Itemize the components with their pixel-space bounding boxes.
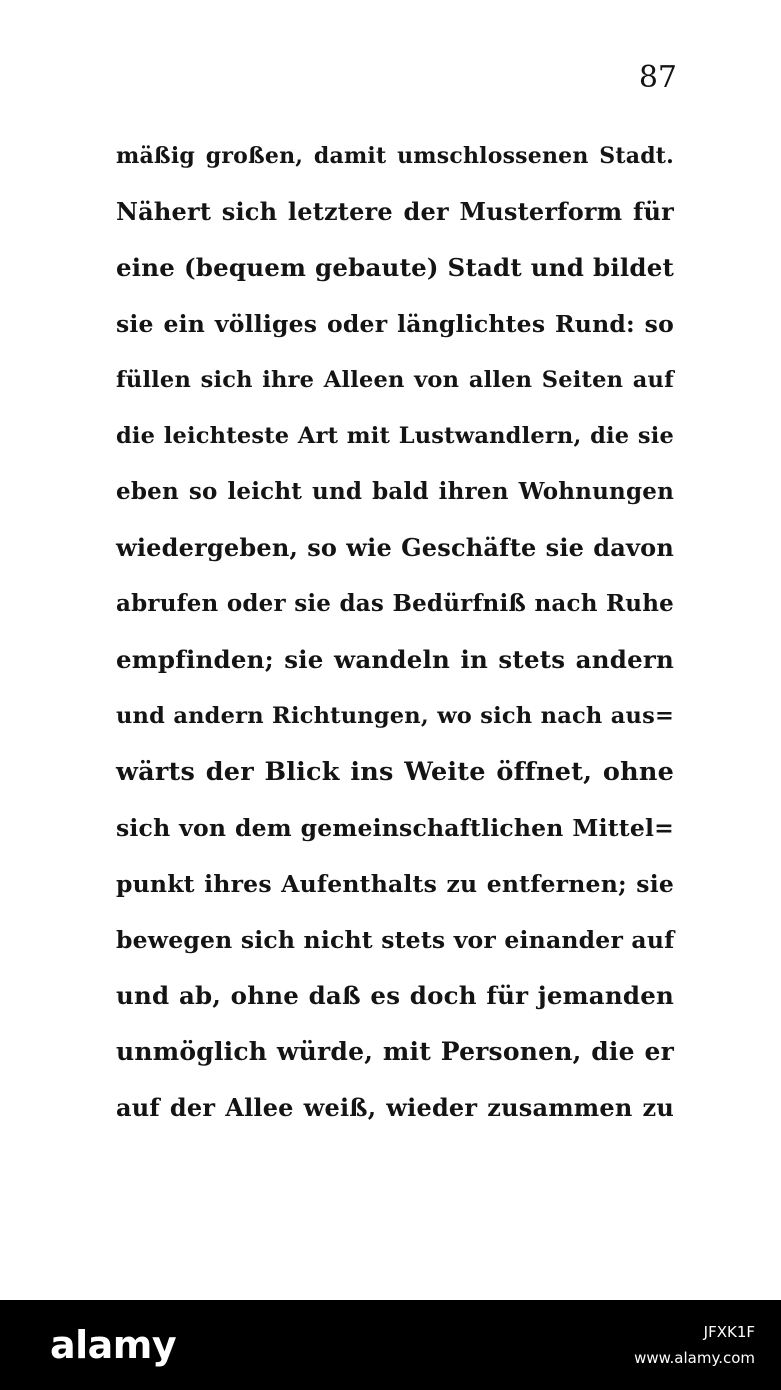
text-line: die leichteste Art mit Lustwandlern, die sie <box>116 423 674 449</box>
text-line: Nähert sich letztere der Musterform für <box>116 197 674 226</box>
page-number: 87 <box>638 60 677 95</box>
text-line: sie ein völliges oder länglichtes Rund: so <box>116 310 674 338</box>
text-line: empfinden; sie wandeln in stets andern <box>116 645 674 674</box>
text-line: sich von dem gemeinschaftlichen Mittel= <box>116 814 674 842</box>
text-line: bewegen sich nicht stets vor einander auf <box>116 926 675 954</box>
text-line: füllen sich ihre Alleen von allen Seiten auf <box>116 367 674 393</box>
text-line: auf der Allee weiß, wieder zusammen zu <box>116 1093 674 1122</box>
text-line: abrufen oder sie das Bedürfniß nach Ruhe <box>116 590 674 617</box>
text-line: und ab, ohne daß es doch für jemanden <box>116 981 674 1010</box>
alamy-logo: alamy <box>50 1323 177 1367</box>
text-line: punkt ihres Aufenthalts zu entfernen; sie <box>116 870 674 898</box>
text-line: eine (bequem gebaute) Stadt und bildet <box>116 253 674 282</box>
text-line: wiedergeben, so wie Geschäfte sie davon <box>116 533 674 562</box>
site-url: www.alamy.com <box>634 1349 755 1367</box>
text-line: unmöglich würde, mit Personen, die er <box>116 1037 674 1066</box>
image-id: JFXK1F <box>703 1323 755 1341</box>
text-line: eben so leicht und bald ihren Wohnungen <box>116 478 674 505</box>
body-text <box>116 128 674 1136</box>
text-line: wärts der Blick ins Weite öffnet, ohne <box>116 757 674 787</box>
text-line: mäßig großen, damit umschlossenen Stadt. <box>116 143 674 169</box>
watermark-footer <box>0 1300 781 1390</box>
text-line: und andern Richtungen, wo sich nach aus= <box>116 703 674 729</box>
